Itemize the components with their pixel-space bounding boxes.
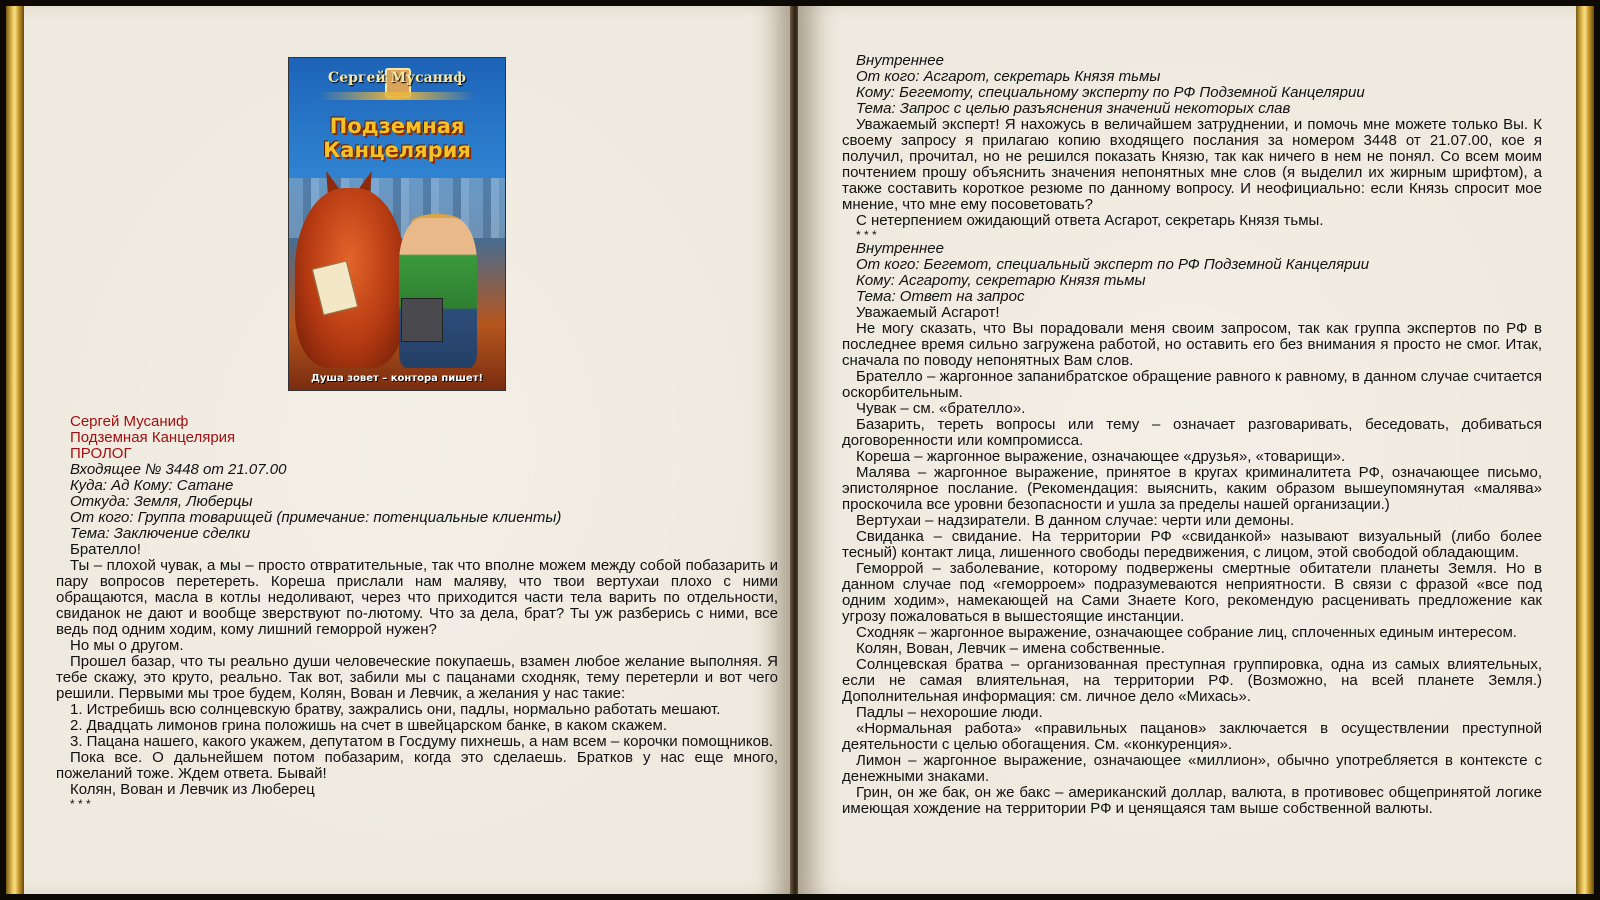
- glossary-entry: Геморрой – заболевание, которому подвержены смертные обитатели планеты Земля. Но в данном случае под «геморроем» подразумеваются неприятности. В связи с фразой «все под одним ходим», намекающей на Сами Знаете Кого, рекомендую расценивать предложение как угрозу пожаловаться в вышестоящие инстанции.: [842, 560, 1542, 625]
- memo-line: От кого: Бегемот, специальный эксперт по РФ Подземной Канцелярии: [856, 256, 1370, 273]
- glossary-entry: Кореша – жаргонное выражение, означающее «друзья», «товарищи».: [856, 448, 1346, 465]
- glossary-entry: Вертухаи – надзиратели. В данном случае: черти или демоны.: [856, 512, 1295, 529]
- signature: Колян, Вован и Левчик из Люберец: [70, 781, 315, 798]
- glossary-entry: Чувак – см. «брателло».: [856, 400, 1026, 417]
- cover-man-figure: [399, 218, 477, 368]
- section-heading: ПРОЛОГ: [70, 445, 132, 462]
- book-edge-right: [1576, 6, 1594, 894]
- paragraph: Ты – плохой чувак, а мы – просто отвратительные, так что вполне можем между собой побазарить и пару вопросов перетереть. Кореша прислали нам маляву, что твои вертухаи плохо с ними обращаются, масла в котлы недоливают, через что приходится части тела варить по отдельности, свиданок не дают и вообще зверствуют по-лютому. Что за дела, брат? Ты уж разберись с ними, все ведь под одним ходим, кому лишний геморрой нужен?: [56, 557, 778, 638]
- memo-line: Откуда: Земля, Люберцы: [70, 493, 253, 510]
- glossary-entry: Падлы – нехорошие люди.: [856, 704, 1043, 721]
- glossary-entry: Солнцевская братва – организованная преступная группировка, одна из самых влиятельных, если не самая влиятельная, на территории РФ. (Возможно, на всей планете Земля.) Дополнительная информация: см. личное дело «Михась».: [842, 656, 1542, 705]
- section-separator: * * *: [70, 797, 91, 811]
- memo-line: Кому: Асгароту, секретарю Князя тьмы: [856, 272, 1146, 289]
- section-separator: * * *: [856, 228, 877, 242]
- paragraph: Уважаемый Асгарот!: [856, 304, 1000, 321]
- left-page-text: [56, 414, 778, 810]
- glossary-entry: Сходняк – жаргонное выражение, означающее собрание лиц, сплоченных единым интересом.: [856, 624, 1517, 641]
- memo-line: Тема: Запрос с целью разъяснения значений некоторых слав: [856, 100, 1291, 117]
- paragraph: Но мы о другом.: [70, 637, 184, 654]
- glossary-entry: Свиданка – свидание. На территории РФ «свиданкой» называют визуальный (либо более тесный) контакт лица, лишенного свободы передвижения, с лицом, этой свободой обладающим.: [842, 528, 1542, 561]
- paragraph: Не могу сказать, что Вы порадовали меня своим запросом, так как группа экспертов по РФ в последнее время сильно загружена работой, но оставить его без внимания я просто не смог. Итак, сначала по поводу непонятных Вам слов.: [842, 320, 1542, 369]
- glossary-entry: Малява – жаргонное выражение, принятое в кругах криминалитета РФ, означающее письмо, эпистолярное послание. (Рекомендация: выяснить, каким образом вышеупомянутая «малява» проскочила все уровни безопасности и ушла за пределы нашей организации.): [842, 464, 1542, 513]
- cover-title: [289, 114, 505, 162]
- right-page: [798, 6, 1576, 894]
- memo-line: Тема: Ответ на запрос: [856, 288, 1025, 305]
- memo-line: Внутреннее: [856, 52, 944, 69]
- right-page-text: [842, 53, 1542, 817]
- glossary-entry: «Нормальная работа» «правильных пацанов» заключается в осуществлении преступной деятельности с целью обогащения. См. «конкуренция».: [842, 720, 1542, 753]
- glossary-entry: Лимон – жаргонное выражение, означающее «миллион», обычно употребляется в контексте с денежными знаками.: [842, 752, 1542, 785]
- cover-title-line1: Подземная: [329, 114, 465, 138]
- book-cover-image: [288, 57, 506, 391]
- list-item: 1. Истребишь всю солнцевскую братву, зажрались они, падлы, нормально работать мешают.: [70, 701, 721, 718]
- glossary-entry: Брателло – жаргонное запанибратское обращение равного к равному, в данном случае считается оскорбительным.: [842, 368, 1542, 401]
- cover-tagline: Душа зовет – контора пишет!: [310, 373, 484, 384]
- glossary-entry: Базарить, тереть вопросы или тему – означает разговаривать, беседовать, добиваться договоренности или компромисса.: [842, 416, 1542, 449]
- memo-line: Куда: Ад Кому: Сатане: [70, 477, 234, 494]
- memo-line: Кому: Бегемоту, специальному эксперту по РФ Подземной Канцелярии: [856, 84, 1365, 101]
- list-item: 3. Пацана нашего, какого укажем, депутатом в Госдуму пихнешь, а нам всем – корочки помощников.: [70, 733, 774, 750]
- book-title: Подземная Канцелярия: [70, 429, 236, 446]
- cover-laptop: [401, 298, 443, 342]
- left-page: [24, 6, 792, 894]
- memo-line: Внутреннее: [856, 240, 944, 257]
- cover-title-line2: Канцелярия: [323, 138, 471, 162]
- memo-line: Тема: Заключение сделки: [70, 525, 251, 542]
- book-author: Сергей Мусаниф: [70, 413, 189, 430]
- memo-line: Входящее № 3448 от 21.07.00: [70, 461, 287, 478]
- glossary-entry: Колян, Вован, Левчик – имена собственные.: [856, 640, 1165, 657]
- memo-line: От кого: Асгарот, секретарь Князя тьмы: [856, 68, 1161, 85]
- paragraph: Пока все. О дальнейшем потом побазарим, когда это сделаешь. Братков у нас еще много, пожеланий тоже. Ждем ответа. Бывай!: [56, 749, 778, 782]
- cover-author: Сергей Мусаниф: [328, 70, 466, 86]
- list-item: 2. Двадцать лимонов грина положишь на счет в швейцарском банке, в каком скажем.: [70, 717, 668, 734]
- cover-ornament: [319, 92, 475, 100]
- paragraph: С нетерпением ожидающий ответа Асгарот, секретарь Князя тьмы.: [856, 212, 1324, 229]
- paragraph: Брателло!: [70, 541, 141, 558]
- paragraph: Прошел базар, что ты реально души человеческие покупаешь, взамен любое желание выполняя. Я тебе скажу, это круто, реально. Так вот, забили мы с пацанами сходняк, тему перетерли и вот чего решили. Первыми мы трое будем, Колян, Вован и Левчик, а желания у нас такие:: [56, 653, 778, 702]
- glossary-entry: Грин, он же бак, он же бакс – американский доллар, валюта, в противовес общепринятой логике имеющая хождение на территории РФ и ценящаяся там выше собственной валюты.: [842, 784, 1542, 817]
- memo-line: От кого: Группа товарищей (примечание: потенциальные клиенты): [70, 509, 562, 526]
- book-edge-left: [6, 6, 24, 894]
- paragraph: Уважаемый эксперт! Я нахожусь в величайшем затруднении, и помочь мне можете только Вы. К своему запросу я прилагаю копию входящего послания за номером 3448 от 21.07.00, кое я получил, прочитал, но не решился показать Князю, так как ничего в нем не понял. Со всем моим почтением прошу объяснить значения непонятных мне слов (я выделил их жирным шрифтом), а также составить короткое резюме по данному вопросу. И неофициально: если Князь спросит мое мнение, что мне ему посоветовать?: [842, 116, 1542, 213]
